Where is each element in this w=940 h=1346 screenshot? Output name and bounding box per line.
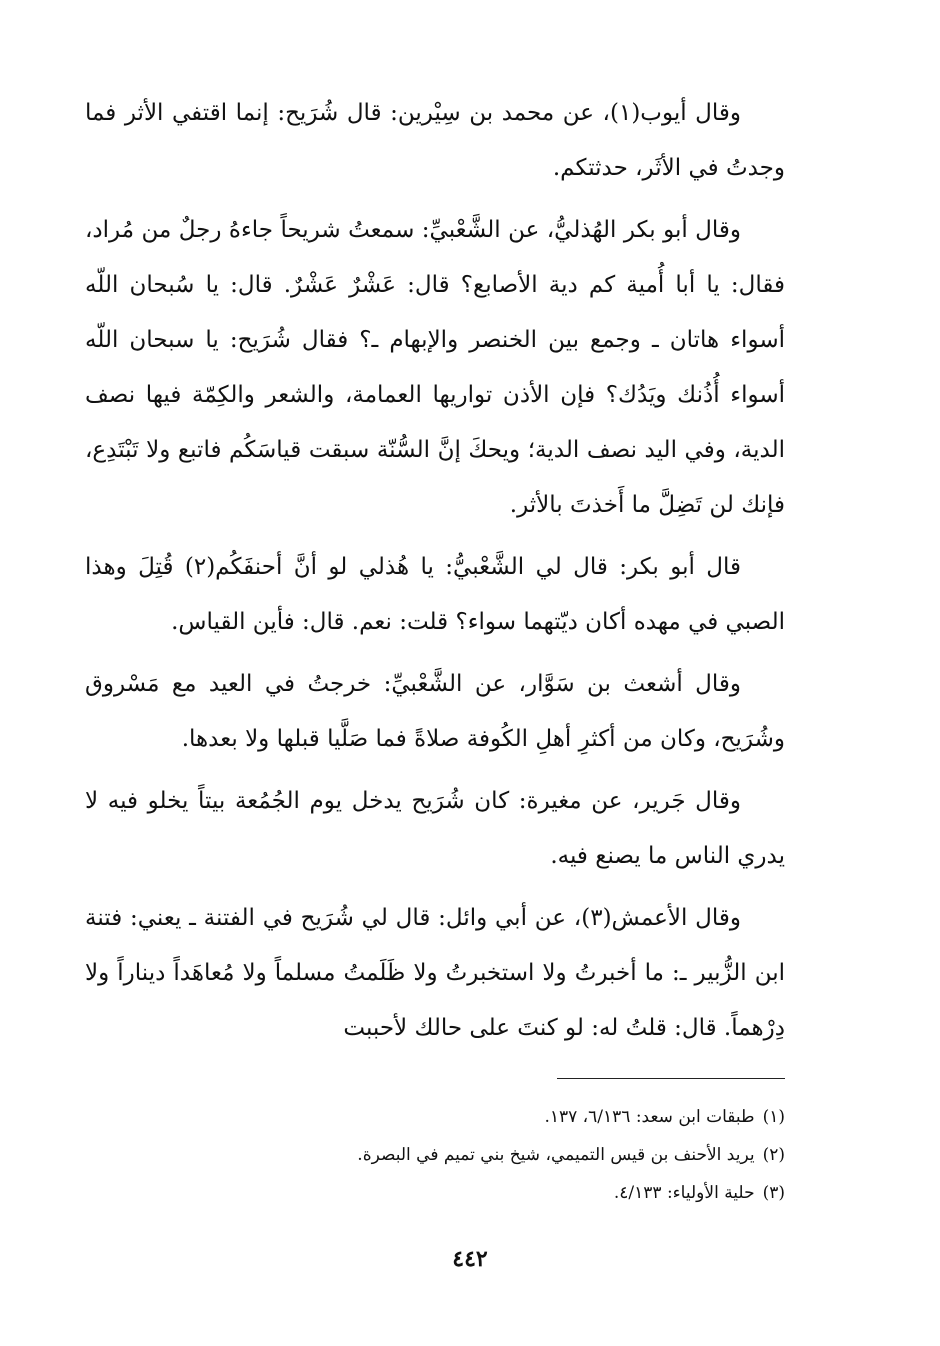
footnote-number: (٣) bbox=[762, 1183, 785, 1203]
footnote-text: يريد الأحنف بن قيس التميمي، شيخ بني تميم في البصرة. bbox=[357, 1145, 755, 1165]
page-number: ٤٤٢ bbox=[452, 1246, 488, 1272]
paragraph-4: وقال أشعث بن سَوَّار، عن الشَّعْبيِّ: خرجتُ في العيد مع مَسْروق وشُرَيح، وكان من أكثرِ أهلِ الكُوفة صلاةً فما صَلَّيا قبلها ولا بعدها. bbox=[85, 671, 785, 752]
footnote-2 bbox=[85, 1136, 785, 1174]
main-text bbox=[85, 86, 785, 1063]
footnote-3 bbox=[85, 1174, 785, 1212]
paragraph-3: قال أبو بكر: قال لي الشَّعْبيُّ: يا هُذلي لو أنَّ أحنفَكُم(٢) قُتِلَ وهذا الصبي في مهده أكان ديّتهما سواء؟ قلت: نعم. قال: فأين القياس. bbox=[85, 554, 785, 635]
footnotes bbox=[85, 1098, 785, 1212]
paragraph-6: وقال الأعمش(٣)، عن أبي وائل: قال لي شُرَيح في الفتنة ـ يعني: فتنة ابن الزُّبير ـ: ما أخبرتُ ولا استخبرتُ ولا ظَلَمتُ مسلماً ولا مُعاهَداً ديناراً ولا دِرْهماً. قال: قلتُ له: لو كنتَ على حالك لأحببت bbox=[85, 905, 785, 1041]
footnote-1 bbox=[85, 1098, 785, 1136]
paragraph-1: وقال أيوب(١)، عن محمد بن سِيْرين: قال شُرَيح: إنما اقتفي الأثر فما وجدتُ في الأثَر، حدثتكم. bbox=[85, 100, 785, 181]
footnote-text: حلية الأولياء: ٤/١٣٣. bbox=[613, 1183, 755, 1203]
footnote-text: طبقات ابن سعد: ٦/١٣٦، ١٣٧. bbox=[544, 1107, 755, 1127]
footnote-number: (٢) bbox=[762, 1145, 785, 1165]
paragraph-2: وقال أبو بكر الهُذليُّ، عن الشَّعْبيِّ: سمعتُ شريحاً جاءهُ رجلٌ من مُراد، فقال: يا أبا أُمية كم دية الأصابع؟ قال: عَشْرٌ عَشْرٌ. قال: يا سُبحان اللّه أسواء هاتان ـ وجمع بين الخنصر والإبهام ـ؟ فقال شُرَيح: يا سبحان اللّه أسواء أُذُنك ويَدُك؟ فإن الأذن تواريها العمامة، والشعر والكِمّة فيها نصف الدية، وفي اليد نصف الدية؛ ويحكَ إنَّ السُّنّة سبقت قياسَكُم فاتبع ولا تَبْتَدِع، فإنك لن تَضِلَّ ما أَخذتَ بالأثر. bbox=[85, 217, 785, 518]
footnote-divider bbox=[557, 1078, 785, 1079]
paragraph-5: وقال جَرير، عن مغيرة: كان شُرَيح يدخل يوم الجُمُعة بيتاً يخلو فيه لا يدري الناس ما يصنع فيه. bbox=[85, 788, 785, 869]
footnote-number: (١) bbox=[762, 1107, 785, 1127]
